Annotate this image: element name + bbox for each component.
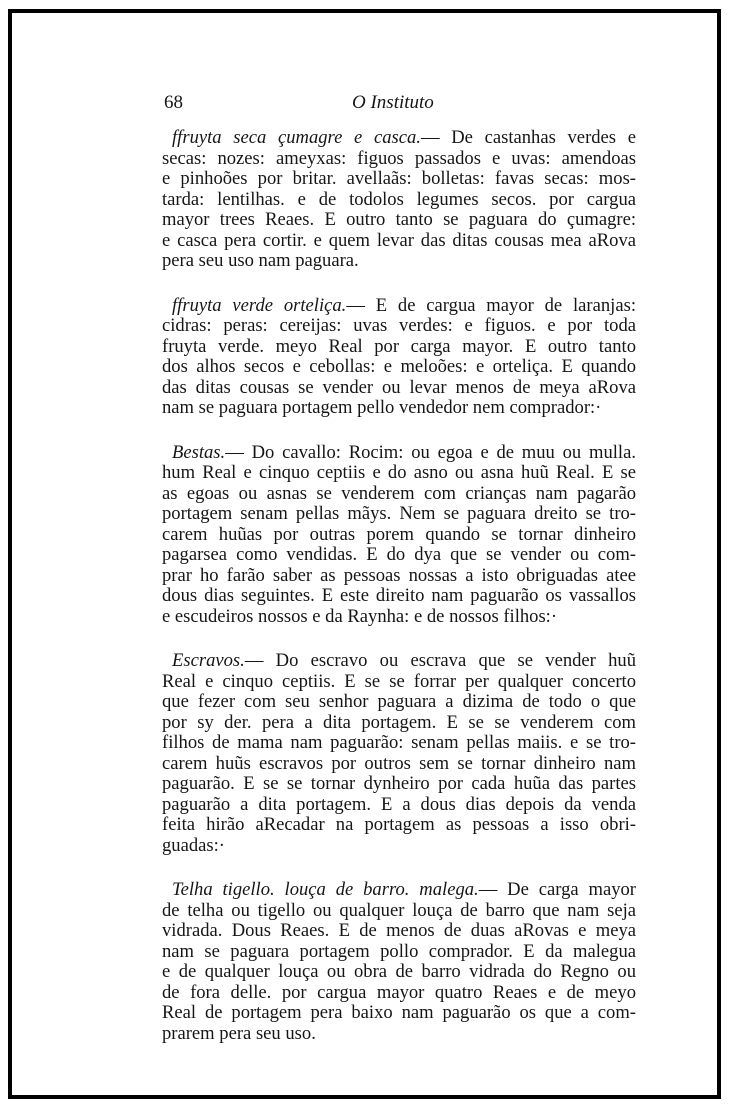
paragraph-escravos — [162, 651, 636, 856]
text-line: paguarão. E se se tornar dynheiro por cada huũa das partes — [162, 773, 636, 794]
text-line — [162, 443, 636, 464]
text-line-content: — De castanhas verdes e — [420, 127, 636, 148]
running-title: O Instituto — [352, 92, 434, 113]
text-line: filhos de mama nam paguarão: senam pellas maiis. e se tro- — [162, 732, 636, 753]
text-line: nam se paguara portagem pello vendedor nem comprador:· — [162, 397, 602, 418]
text-line: prar ho farão saber as pessoas nossas a isto obriguadas atee — [162, 564, 636, 586]
text-line: pagarsea como vendidas. E do dya que se vender ou com- — [162, 544, 636, 565]
text-line: dous dias seguintes. E este direito nam paguarão os vassallos — [162, 585, 636, 606]
paragraph-heading: Telha tigello. louça de barro. malega. — [172, 879, 479, 900]
text-line: prarem pera seu uso. — [162, 1022, 316, 1044]
text-line: nam se paguara portagem pollo comprador. E da malegua — [162, 940, 636, 962]
text-line-content: — E de cargua mayor de laranjas: — [346, 294, 636, 316]
text-line: dos alhos secos e cebollas: e meloões: e orteliça. E quando — [162, 356, 636, 377]
paragraph-heading: ffruyta seca çumagre e casca. — [172, 127, 421, 148]
text-line: Real e cinquo ceptiis. E se se forrar per qualquer concerto — [162, 670, 636, 692]
text-line — [162, 880, 636, 901]
text-line: de fora delle. por cargua mayor quatro Reaes e de meyo — [162, 981, 636, 1003]
paragraph-heading: Bestas. — [172, 441, 226, 463]
text-line: e de qualquer louça ou obra de barro vidrada do Regno ou — [162, 961, 636, 982]
text-line — [162, 296, 636, 317]
text-line: as egoas ou asnas se venderem com crianças nam pagarão — [162, 482, 636, 504]
text-line: e pinhoões por britar. avellaãs: bolletas: favas secas: mos- — [162, 168, 636, 189]
page-number: 68 — [164, 92, 183, 113]
text-line: Real de portagem pera baixo nam paguarão os que a com- — [162, 1002, 636, 1023]
paragraph-heading: ffruyta verde orteliça. — [172, 294, 347, 316]
text-line: pera seu uso nam paguara. — [162, 250, 359, 271]
text-line — [162, 651, 636, 672]
text-line — [162, 128, 636, 149]
text-line-content: — De carga mayor — [478, 879, 636, 900]
text-line: das ditas cousas se vender ou levar menos de meya aRova — [162, 376, 636, 398]
text-line: carem huũas por outras porem quando se tornar dinheiro — [162, 523, 636, 545]
paragraph-heading: Escravos. — [172, 650, 245, 671]
text-line: portagem senam pellas mãys. Nem se paguara dreito se tro- — [162, 503, 636, 524]
text-line: vidrada. Dous Reaes. E de menos de duas aRovas e meya — [162, 920, 636, 941]
text-line: tarda: lentilhas. e de todolos legumes secos. por cargua — [162, 188, 636, 210]
text-line: feita hirão aRecadar na portagem as pessoas a isso obri- — [162, 814, 636, 835]
text-line: paguarão a dita portagem. E a dous dias depois da venda — [162, 793, 636, 815]
text-line: secas: nozes: ameyxas: figuos passados e uvas: amendoas — [162, 147, 636, 169]
text-line-content: — Do cavallo: Rocim: ou egoa e de muu ou mulla. — [225, 441, 636, 463]
text-line: hum Real e cinquo ceptiis e do asno ou asna huũ Real. E se — [162, 462, 636, 483]
text-line: guadas:· — [162, 834, 225, 856]
text-line: carem huũs escravos por outros sem se tornar dinheiro nam — [162, 752, 636, 774]
page-header — [164, 92, 634, 116]
paragraph-telha — [162, 880, 636, 1044]
text-line-content: — Do escravo ou escrava que se vender huũ — [244, 650, 636, 671]
paragraph-fruyta-seca — [162, 128, 636, 272]
paragraph-fruyta-verde — [162, 296, 636, 419]
body-text — [162, 128, 636, 1068]
text-line: cidras: peras: cereijas: uvas verdes: e figuos. e por toda — [162, 315, 636, 336]
text-line: que fezer com seu senhor paguara a dizima de todo o que — [162, 691, 636, 712]
text-line: e casca pera cortir. e quem levar das ditas cousas mea aRova — [162, 229, 636, 251]
text-line: mayor trees Reaes. E outro tanto se paguara do çumagre: — [162, 209, 636, 230]
paragraph-bestas — [162, 443, 636, 628]
text-line: de telha ou tigello ou qualquer louça de barro que nam seja — [162, 899, 636, 921]
text-line: e escudeiros nossos e da Raynha: e de nossos filhos:· — [162, 605, 558, 627]
text-line: fruyta verde. meyo Real por carga mayor. E outro tanto — [162, 335, 636, 357]
text-line: por sy der. pera a dita portagem. E se se venderem com — [162, 711, 636, 733]
